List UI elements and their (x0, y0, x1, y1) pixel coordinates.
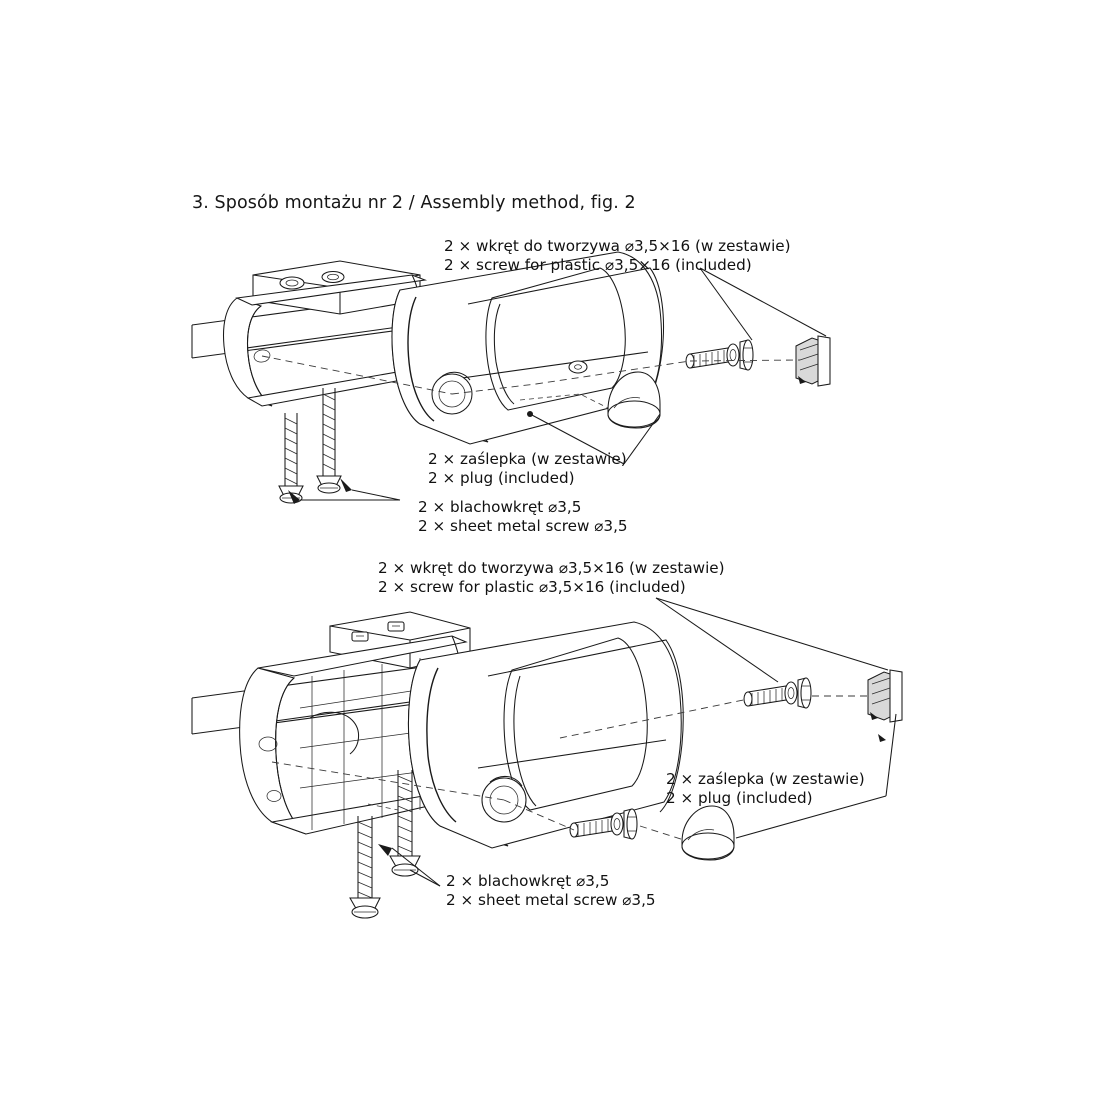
callout-sheet-metal-screw-bottom: 2 × blachowkręt ⌀3,5 2 × sheet metal screw ⌀3,5 (446, 872, 656, 909)
assembly-figure-1 (0, 228, 1100, 538)
plastic-screw-upper (744, 678, 811, 708)
sheet-metal-screw-2 (317, 388, 341, 493)
assembly-figure-2 (0, 548, 1100, 938)
page-title: 3. Sposób montażu nr 2 / Assembly method, fig. 2 (192, 193, 636, 213)
callout-plug-bottom: 2 × zaślepka (w zestawie) 2 × plug (included) (666, 770, 865, 807)
plug-cap-bottom (682, 806, 734, 860)
sheet-metal-screw-3 (350, 816, 380, 918)
washer-top (569, 361, 587, 373)
callout-screw-plastic-bottom: 2 × wkręt do tworzywa ⌀3,5×16 (w zestawie) 2 × screw for plastic ⌀3,5×16 (included) (378, 559, 725, 596)
end-cap-bottom (868, 670, 902, 742)
lamp-housing-2 (408, 622, 683, 848)
plastic-screw-top (686, 340, 753, 370)
end-cap-top (796, 336, 830, 386)
callout-sheet-metal-screw-top: 2 × blachowkręt ⌀3,5 2 × sheet metal screw ⌀3,5 (418, 498, 628, 535)
callout-screw-plastic-top: 2 × wkręt do tworzywa ⌀3,5×16 (w zestawie) 2 × screw for plastic ⌀3,5×16 (included) (444, 237, 791, 274)
callout-plug-top: 2 × zaślepka (w zestawie) 2 × plug (included) (428, 450, 627, 487)
sheet-metal-screw-1 (279, 413, 303, 503)
rail-tube-2 (192, 666, 430, 734)
